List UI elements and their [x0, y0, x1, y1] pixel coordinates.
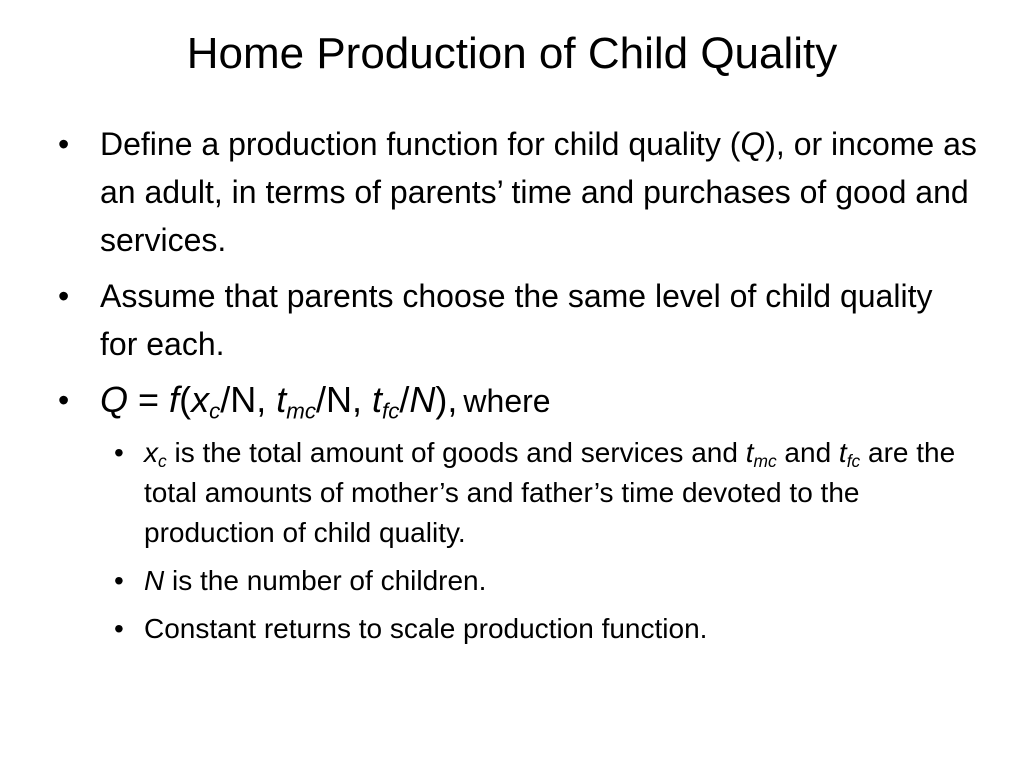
- eq-equals: =: [128, 379, 170, 420]
- eq-t2: t: [372, 379, 383, 420]
- subbullet-text: Constant returns to scale production function.: [144, 613, 708, 644]
- eq-x: x: [191, 379, 210, 420]
- eq-q: Q: [100, 379, 129, 420]
- eq-slash: /: [399, 379, 410, 420]
- eq-slash-n1: /N,: [220, 379, 277, 420]
- bullet-dot: •: [58, 382, 70, 418]
- subbullet-text: is the total amount of goods and services and: [166, 437, 746, 468]
- eq-t1-sub: mc: [286, 398, 316, 424]
- bullet-production-function: [58, 120, 978, 264]
- subbullet-constant-returns: [114, 609, 978, 649]
- equation: [100, 379, 458, 424]
- eq-where: where: [463, 383, 551, 419]
- sub-x-sub: c: [158, 451, 167, 472]
- eq-f: f: [169, 379, 180, 420]
- eq-t1: t: [276, 379, 287, 420]
- eq-x-sub: c: [209, 398, 221, 424]
- eq-n: N: [409, 379, 436, 420]
- bullet-dot: •: [58, 126, 70, 162]
- eq-open-paren: (: [179, 379, 192, 420]
- sub-t1: t: [745, 437, 754, 468]
- sub-t1-sub: mc: [753, 451, 777, 472]
- subbullet-number-children: [114, 561, 978, 601]
- slide-body: [58, 120, 978, 657]
- bullet-dot: •: [58, 278, 70, 314]
- subbullet-dot: •: [114, 613, 124, 644]
- bullet-text: Assume that parents choose the same level of child quality for each.: [100, 278, 933, 362]
- subbullet-text: is the number of children.: [164, 565, 487, 596]
- subbullet-text: are the total amounts of mother’s and father’s time devoted to the production of child quality.: [144, 437, 956, 548]
- sub-x: x: [144, 437, 158, 468]
- sub-t2-sub: fc: [846, 451, 861, 472]
- subbullet-text: and: [776, 437, 839, 468]
- subbullet-definitions: [114, 433, 978, 553]
- bullet-equation: [58, 376, 978, 425]
- sub-n: N: [144, 565, 165, 596]
- eq-slash-n2: /N,: [316, 379, 373, 420]
- subbullet-dot: •: [114, 437, 124, 468]
- bullet-text: Define a production function for child quality (: [100, 126, 741, 162]
- eq-t2-sub: fc: [382, 398, 400, 424]
- var-q: Q: [740, 126, 766, 162]
- slide-title: Home Production of Child Quality: [186, 29, 838, 78]
- subbullet-dot: •: [114, 565, 124, 596]
- bullet-assumption: [58, 272, 978, 368]
- sub-t2: t: [838, 437, 847, 468]
- eq-close-paren: ),: [435, 379, 458, 420]
- bullet-text: ), or income as an adult, in terms of parents’ time and purchases of good and services.: [100, 126, 977, 258]
